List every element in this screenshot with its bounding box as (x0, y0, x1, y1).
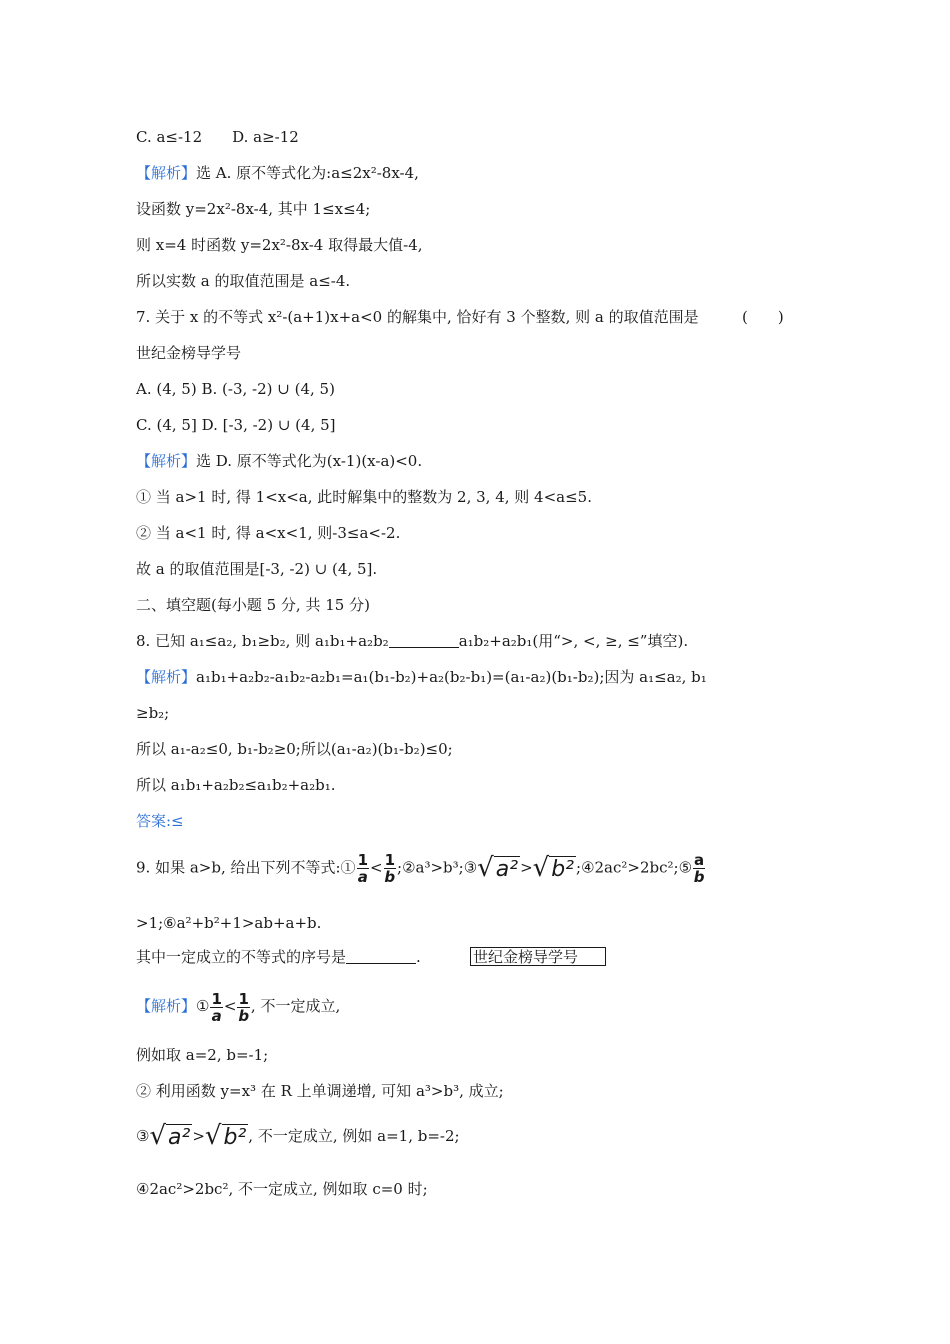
solution-tag: 【解析】 (136, 668, 197, 686)
sqrt-b-squared: √b² (204, 1121, 247, 1151)
question-9-part3: ;④2ac²>2bc²;⑤ (576, 858, 693, 877)
text-line: 所以 a₁-a₂≤0, b₁-b₂≥0;所以(a₁-a₂)(b₁-b₂)≤0; (136, 740, 453, 758)
text-line: 则 x=4 时函数 y=2x²-8x-4 取得最大值-4, (136, 236, 423, 254)
reference-code-box: 世纪金榜导学号 (470, 947, 606, 966)
solution-tag: 【解析】 (136, 997, 197, 1015)
solution-text: , 不一定成立, (250, 997, 341, 1015)
solution-text: 选 D. 原不等式化为(x-1)(x-a)<0. (196, 452, 423, 470)
option-cd-line: C. (4, 5] D. [-3, -2) ∪ (4, 5] (136, 416, 336, 434)
question-9-part2: ;②a³>b³;③ (397, 858, 478, 877)
solution-line (136, 451, 422, 471)
option-cd-line: C. a≤-12 D. a≥-12 (136, 128, 299, 146)
option-ab-line: A. (4, 5) B. (-3, -2) ∪ (4, 5) (136, 380, 335, 398)
fraction-1-over-b: $\frac{1}{b}$ (384, 851, 396, 886)
fraction-1-over-b: $\frac{1}{b}$ (238, 989, 250, 1025)
reference-code: 世纪金榜导学号 (136, 344, 242, 362)
solution-text: a₁b₁+a₂b₂-a₁b₂-a₂b₁=a₁(b₁-b₂)+a₂(b₂-b₁)=(a₁-a₂)(b₁-b₂);因为 a₁≤a₂, b₁ (196, 668, 707, 686)
solution-tag: 【解析】 (136, 452, 197, 470)
solution-line (136, 667, 707, 687)
fraction-1-over-a: $\frac{1}{a}$ (357, 851, 368, 886)
question-7: 7. 关于 x 的不等式 x²-(a+1)x+a<0 的解集中, 恰好有 3 个整数, 则 a 的取值范围是 (136, 308, 699, 326)
text-line: 设函数 y=2x²-8x-4, 其中 1≤x≤4; (136, 200, 371, 218)
question-9-prompt: 其中一定成立的不等式的序号是 . (136, 948, 421, 966)
text-line: ≥b₂; (136, 704, 170, 722)
text-line: ③√a² >√b² , 不一定成立, 例如 a=1, b=-2; (136, 1120, 460, 1154)
text-line: ② 利用函数 y=x³ 在 R 上单调递增, 可知 a³>b³, 成立; (136, 1082, 504, 1100)
text-line: 所以 a₁b₁+a₂b₂≤a₁b₂+a₂b₁. (136, 776, 336, 794)
text-line: 所以实数 a 的取值范围是 a≤-4. (136, 272, 351, 290)
text-line: >1;⑥a²+b²+1>ab+a+b. (136, 914, 322, 932)
text-line: 故 a 的取值范围是[-3, -2) ∪ (4, 5]. (136, 560, 378, 578)
text-line: ② 当 a<1 时, 得 a<x<1, 则-3≤a<-2. (136, 524, 401, 542)
sqrt-b-squared: √b² (532, 852, 575, 883)
solution-tag: 【解析】 (136, 164, 197, 182)
fill-blank (346, 949, 416, 964)
text-line: ④2ac²>2bc², 不一定成立, 例如取 c=0 时; (136, 1180, 428, 1198)
solution-text: 选 A. 原不等式化为:a≤2x²-8x-4, (196, 164, 419, 182)
question-9-part1: 9. 如果 a>b, 给出下列不等式:① (136, 858, 356, 877)
answer-paren: ( ) (742, 308, 784, 326)
fill-blank (389, 633, 459, 648)
question-8 (136, 631, 688, 651)
solution-line: 【解析】① $\frac{1}{a}$ < $\frac{1}{b}$ , 不一定成立, (136, 989, 341, 1025)
fraction-a-over-b: $\frac{a}{b}$ (693, 851, 705, 886)
section-heading: 二、填空题(每小题 5 分, 共 15 分) (136, 596, 370, 614)
question-8-part2: a₁b₂+a₂b₁(用“>, <, ≥, ≤”填空). (458, 632, 689, 650)
fraction-1-over-a: $\frac{1}{a}$ (211, 989, 222, 1025)
text-line: 例如取 a=2, b=-1; (136, 1046, 269, 1064)
question-8-part1: 8. 已知 a₁≤a₂, b₁≥b₂, 则 a₁b₁+a₂b₂ (136, 632, 389, 650)
sqrt-a-squared: √a² (149, 1121, 191, 1151)
question-9: 9. 如果 a>b, 给出下列不等式:① $\frac{1}{a}$ < $\frac{1}{b}$ ;②a³>b³;③√a² >√b² ;④2ac²>2bc²;⑤ $\frac{a}{b}$ (136, 851, 705, 886)
sqrt-a-squared: √a² (477, 852, 519, 883)
question-9-prompt-text: 其中一定成立的不等式的序号是 (136, 948, 347, 966)
text-line: ① 当 a>1 时, 得 1<x<a, 此时解集中的整数为 2, 3, 4, 则 4<a≤5. (136, 488, 592, 506)
solution-line (136, 163, 419, 183)
answer-line: 答案:≤ (136, 812, 184, 830)
